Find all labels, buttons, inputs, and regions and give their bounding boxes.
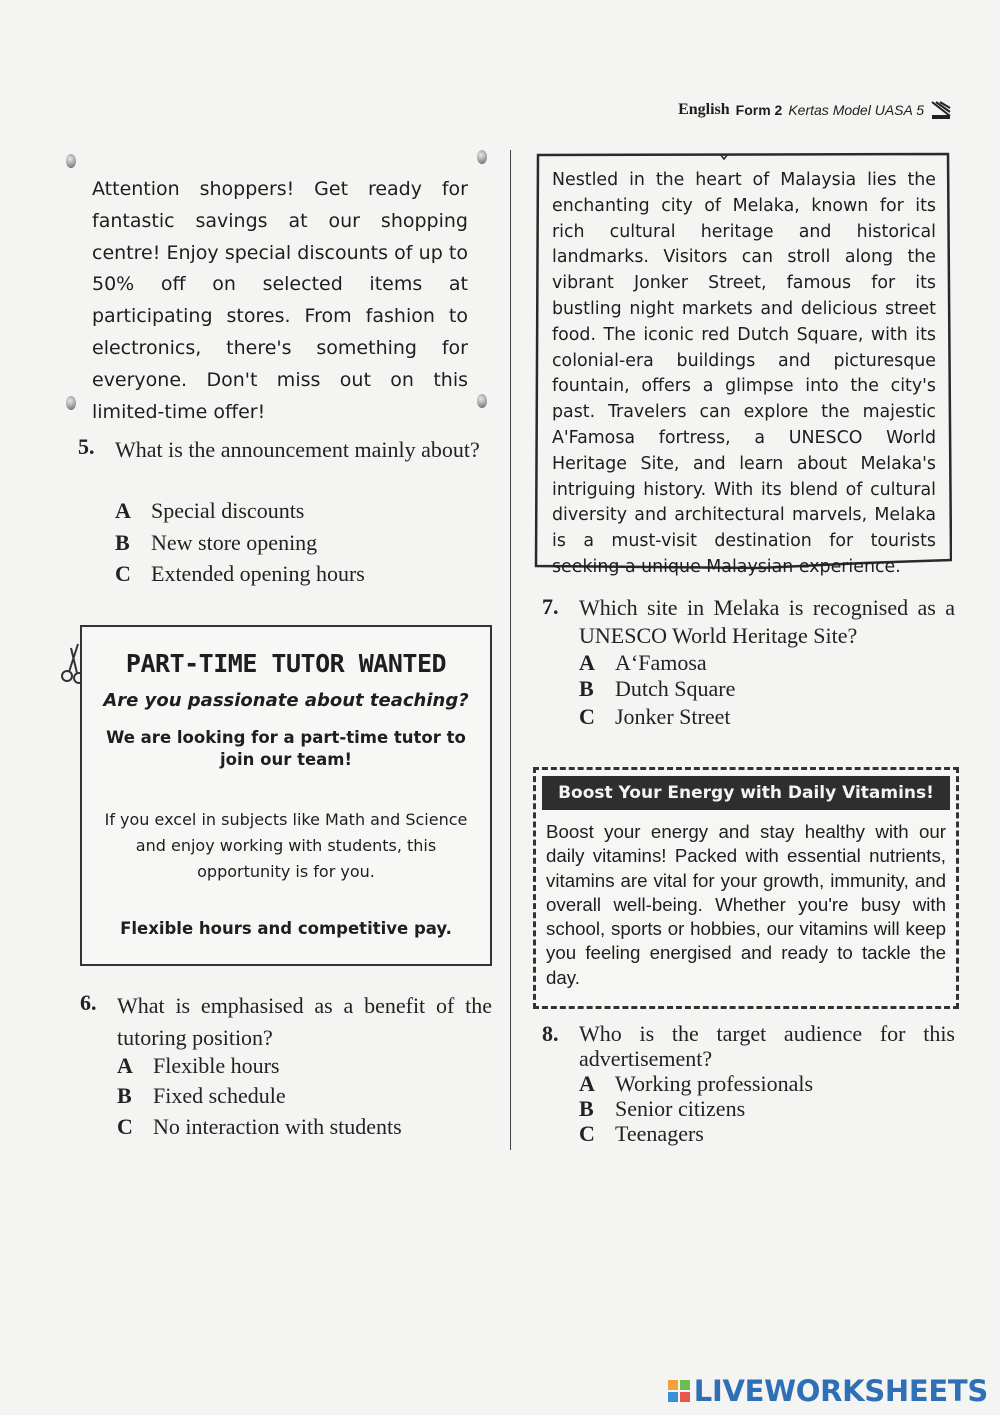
form-label: Form 2: [735, 102, 783, 118]
ad-subtitle: Are you passionate about teaching?: [103, 690, 469, 711]
ad-paragraph: If you excel in subjects like Math and Science and enjoy working with students, this opportunity is for you.: [104, 810, 468, 881]
announcement-text: Attention shoppers! Get ready for fantastic savings at our shopping centre! Enjoy special discounts of up to 50% off on selected items at participating stores. From fashion to electronics, there's something for everyone. Don't miss out on this limited-time offer!: [92, 178, 468, 423]
question-number: 8.: [542, 1021, 559, 1046]
page-header: [678, 100, 952, 120]
option-c[interactable]: C Extended opening hours: [115, 561, 365, 586]
vitamin-advertisement: [533, 767, 959, 1009]
subject-label: English: [678, 101, 730, 118]
question-stem: Who is the target audience for this advertisement?: [579, 1021, 955, 1071]
option-c[interactable]: C Jonker Street: [579, 704, 731, 729]
ad-paragraph: Flexible hours and competitive pay.: [120, 919, 452, 938]
liveworksheets-footer[interactable]: [668, 1374, 988, 1408]
question-6: [80, 990, 492, 1150]
option-b[interactable]: B Fixed schedule: [117, 1083, 286, 1108]
pin-icon: [477, 394, 487, 408]
option-a[interactable]: A Special discounts: [115, 498, 305, 523]
paper-label: Kertas Model UASA 5: [788, 102, 924, 118]
ad-body: Boost your energy and stay healthy with our daily vitamins! Packed with essential nutrients, vitamins are vital for your growth, immunity, and overall well-being. Whether you're busy with school, sports or hobbies, our vitamins will keep you feeling energised and ready to tackle the day.: [546, 821, 946, 988]
option-b[interactable]: B Senior citizens: [579, 1096, 746, 1121]
passage-text: Nestled in the heart of Malaysia lies the enchanting city of Melaka, known for its rich cultural heritage and historical landmarks. Visitors can stroll along the vibrant Jonker Street, famous for its bustling night markets and delicious street food. The iconic red Dutch Square, with its colonial-era buildings and picturesque fountain, offers a glimpse into the city's past. Travelers can explore the majestic A'Famosa fortress, a UNESCO World Heritage Site, and learn about Melaka's intriguing history. With its blend of cultural diversity and architectural marvels, Melaka is a must-visit destination for tourists seeking a unique Malaysian experience.: [552, 170, 936, 577]
column-divider: [510, 150, 511, 1150]
tutor-advertisement: [80, 625, 492, 966]
question-7: [542, 594, 955, 734]
brand-name: LIVEWORKSHEETS: [693, 1374, 988, 1408]
pin-icon: [477, 150, 487, 164]
option-a[interactable]: A A‘Famosa: [579, 650, 707, 675]
question-5: [78, 434, 490, 594]
option-c[interactable]: C Teenagers: [579, 1121, 704, 1146]
melaka-passage: [534, 152, 952, 577]
option-a[interactable]: A Working professionals: [579, 1071, 814, 1096]
publisher-logo-icon: [930, 100, 952, 120]
question-stem: What is emphasised as a benefit of the tutoring position?: [117, 993, 492, 1050]
option-c[interactable]: C No interaction with students: [117, 1114, 402, 1139]
option-a[interactable]: A Flexible hours: [117, 1053, 280, 1078]
pin-icon: [66, 396, 76, 410]
announcement-note: [70, 150, 490, 423]
ad-paragraph: We are looking for a part-time tutor to join our team!: [106, 728, 466, 769]
question-number: 7.: [542, 594, 559, 619]
question-stem: Which site in Melaka is recognised as a UNESCO World Heritage Site?: [579, 595, 955, 648]
question-number: 6.: [80, 990, 97, 1015]
liveworksheets-logo-icon: [668, 1380, 690, 1402]
pin-icon: [66, 154, 76, 168]
option-b[interactable]: B Dutch Square: [579, 676, 736, 701]
ad-title: PART-TIME TUTOR WANTED: [125, 649, 447, 678]
question-number: 5.: [78, 434, 95, 459]
option-b[interactable]: B New store opening: [115, 530, 318, 555]
ad-title: Boost Your Energy with Daily Vitamins!: [542, 776, 950, 810]
question-8: [542, 1021, 955, 1151]
question-stem: What is the announcement mainly about?: [115, 437, 480, 462]
